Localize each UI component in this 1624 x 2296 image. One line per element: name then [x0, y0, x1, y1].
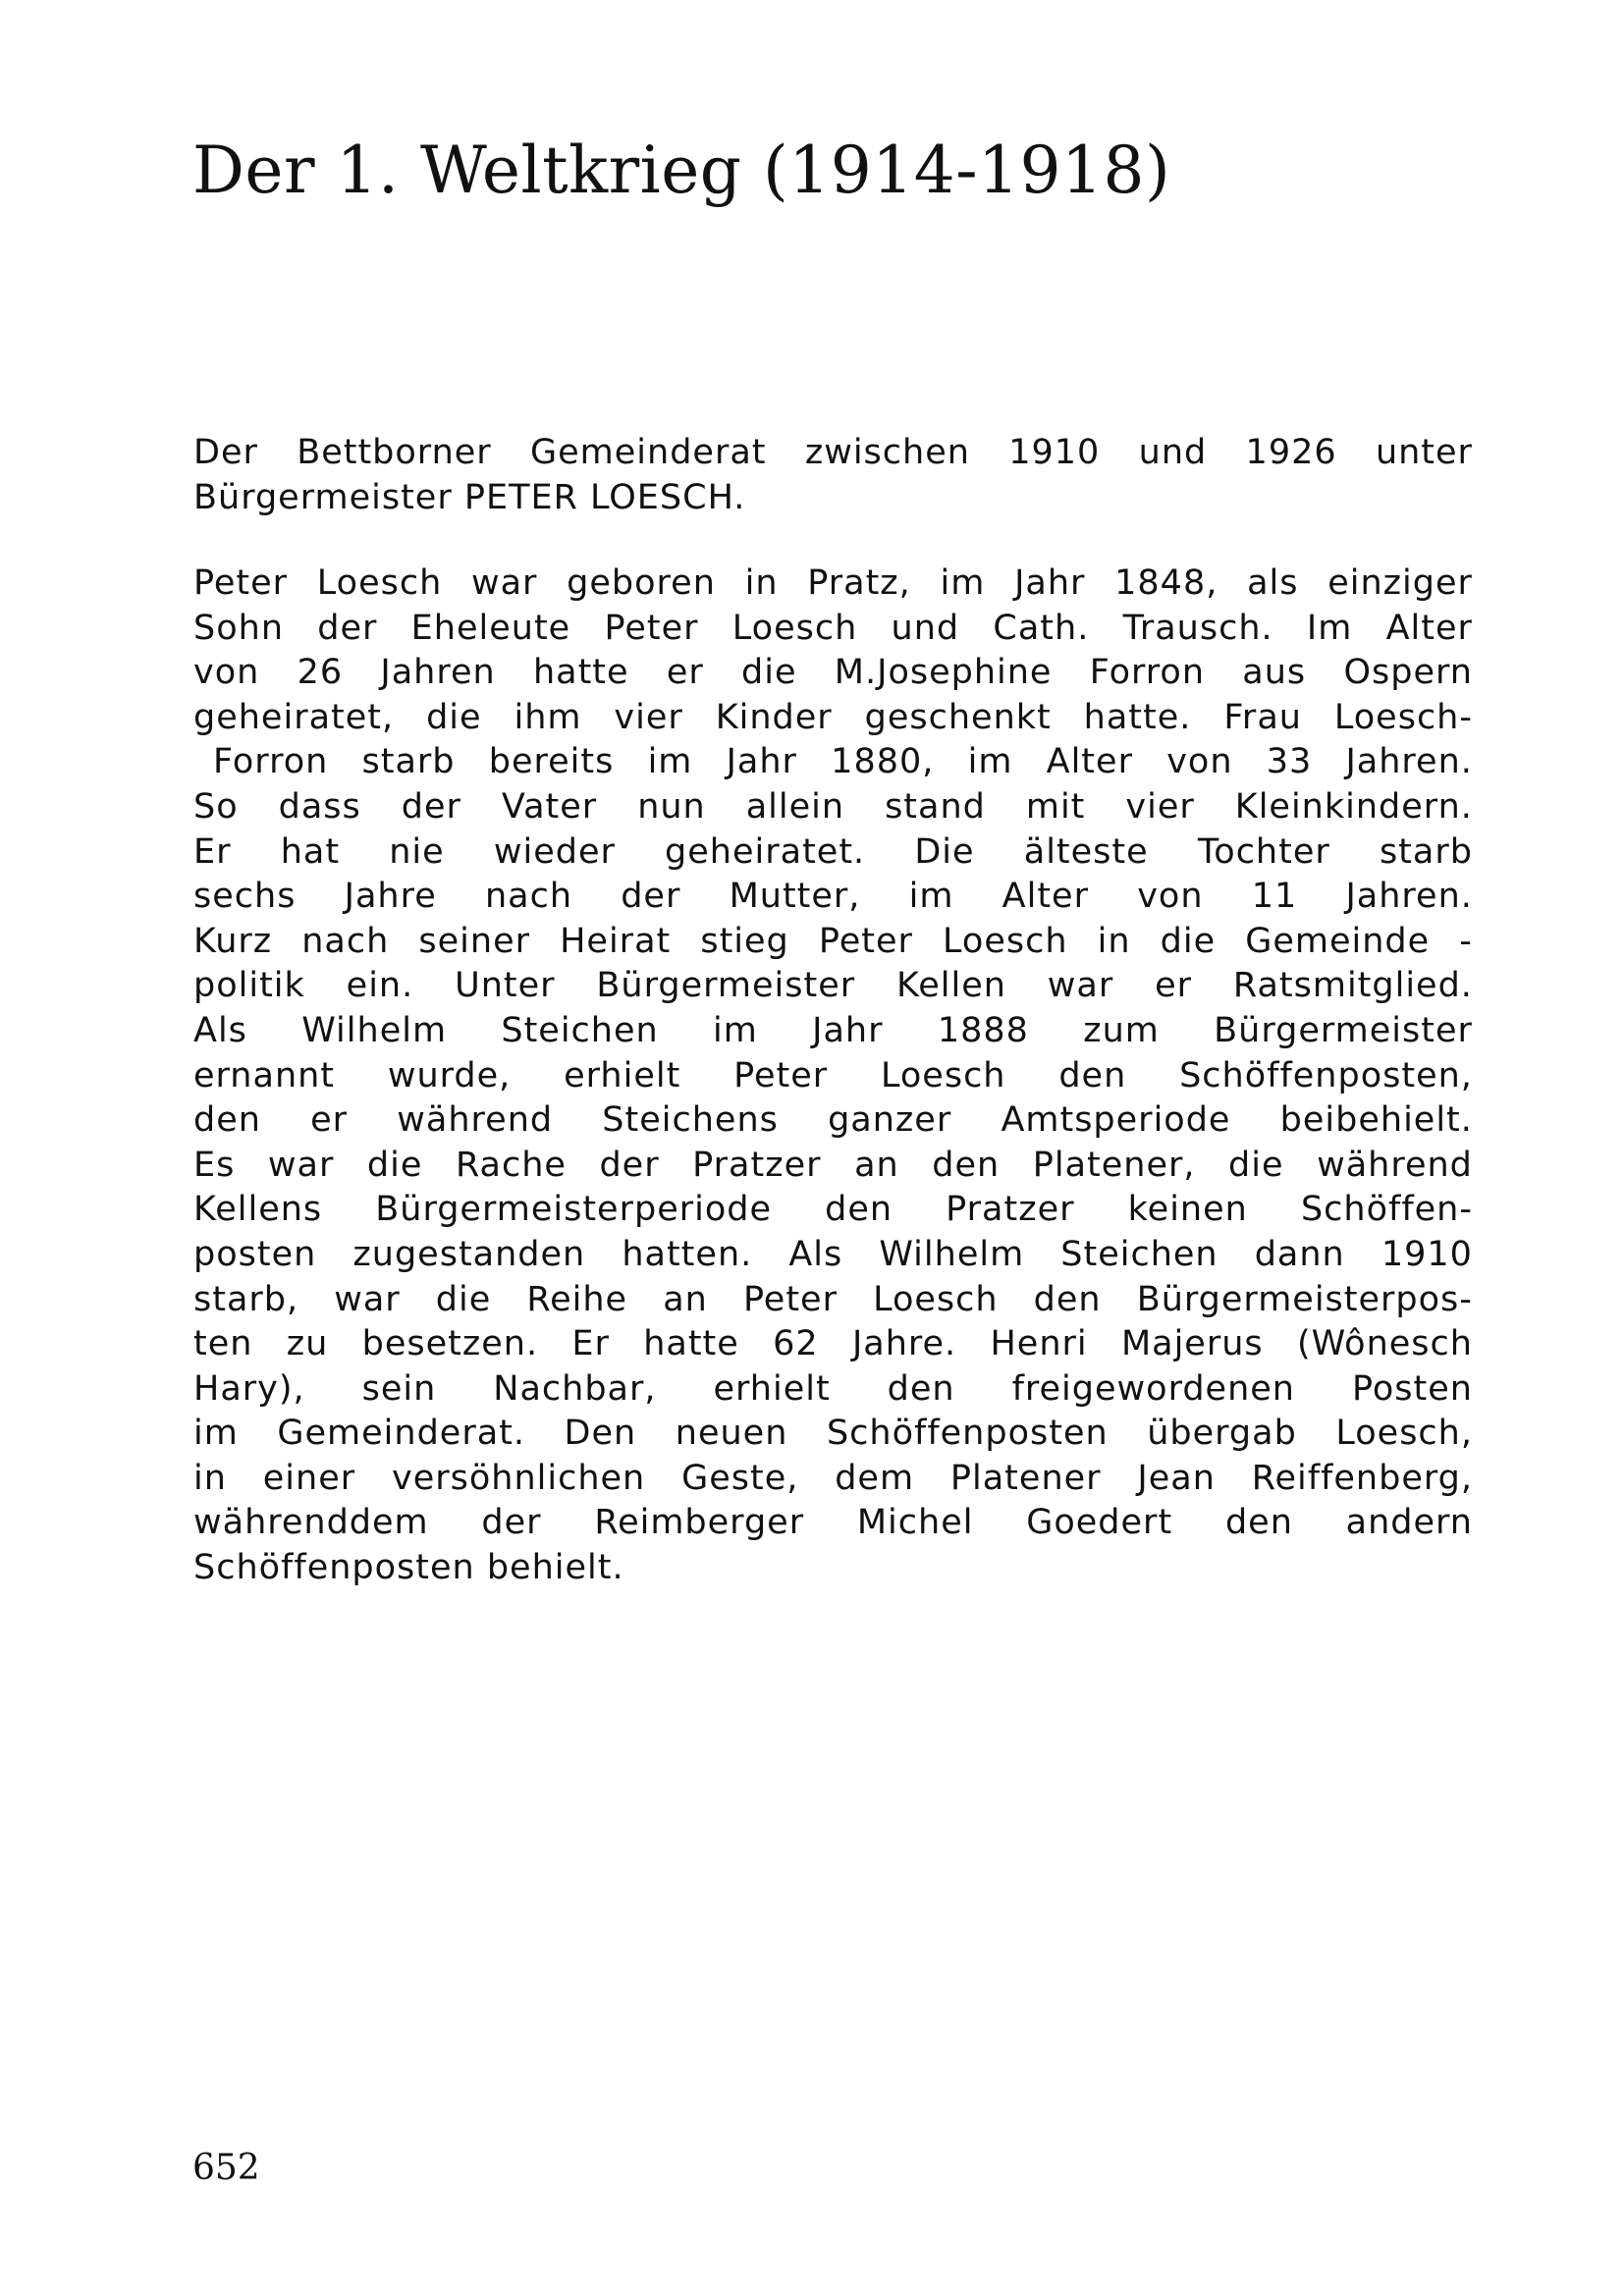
text-line: im Gemeinderat. Den neuen Schöffenposten übergab Loesch, — [193, 1414, 1473, 1454]
body-text — [193, 561, 1473, 1591]
page-number: 652 — [192, 2148, 260, 2188]
text-line: Forron starb bereits im Jahr 1880, im Alter von 33 Jahren. — [213, 742, 1473, 782]
text-line: politik ein. Unter Bürgermeister Kellen war er Ratsmitglied. — [193, 966, 1473, 1006]
text-line: posten zugestanden hatten. Als Wilhelm Steichen dann 1910 — [193, 1234, 1473, 1274]
text-line: Der Bettborner Gemeinderat zwischen 1910 und 1926 unter — [193, 433, 1473, 472]
text-line: So dass der Vater nun allein stand mit vier Kleinkindern. — [193, 786, 1473, 827]
text-line: währenddem der Reimberger Michel Goedert den andern — [193, 1503, 1473, 1543]
text-line: Sohn der Eheleute Peter Loesch und Cath. Trausch. Im Alter — [193, 608, 1473, 648]
text-line: Schöffenposten behielt. — [193, 1548, 624, 1588]
text-line: Als Wilhelm Steichen im Jahr 1888 zum Bürgermeister — [193, 1010, 1473, 1050]
text-line: Er hat nie wieder geheiratet. Die älteste Tochter starb — [193, 831, 1473, 872]
text-line: ten zu besetzen. Er hatte 62 Jahre. Henri Majerus (Wônesch — [193, 1324, 1473, 1364]
text-line: Peter Loesch war geboren in Pratz, im Jahr 1848, als einziger — [193, 563, 1473, 603]
text-line: den er während Steichens ganzer Amtsperiode beibehielt. — [193, 1100, 1473, 1141]
section-subtitle — [193, 430, 1473, 520]
text-line: starb, war die Reihe an Peter Loesch den Bürgermeisterpos- — [193, 1279, 1473, 1319]
text-line: Bürgermeister PETER LOESCH. — [193, 478, 746, 517]
page-title: Der 1. Weltkrieg (1914-1918) — [192, 133, 1171, 208]
text-line: Kellens Bürgermeisterperiode den Pratzer keinen Schöffen- — [193, 1190, 1473, 1230]
text-line: in einer versöhnlichen Geste, dem Platener Jean Reiffenberg, — [193, 1458, 1473, 1498]
text-line: Es war die Rache der Pratzer an den Platener, die während — [193, 1145, 1473, 1185]
text-line: sechs Jahre nach der Mutter, im Alter von 11 Jahren. — [193, 877, 1473, 917]
text-line: ernannt wurde, erhielt Peter Loesch den Schöffenposten, — [193, 1055, 1473, 1095]
text-line: Kurz nach seiner Heirat stieg Peter Loesch in die Gemeinde - — [193, 921, 1473, 961]
text-line: geheiratet, die ihm vier Kinder geschenkt hatte. Frau Loesch- — [193, 697, 1473, 737]
text-line: Hary), sein Nachbar, erhielt den freigewordenen Posten — [193, 1368, 1473, 1409]
text-line: von 26 Jahren hatte er die M.Josephine Forron aus Ospern — [193, 653, 1473, 693]
